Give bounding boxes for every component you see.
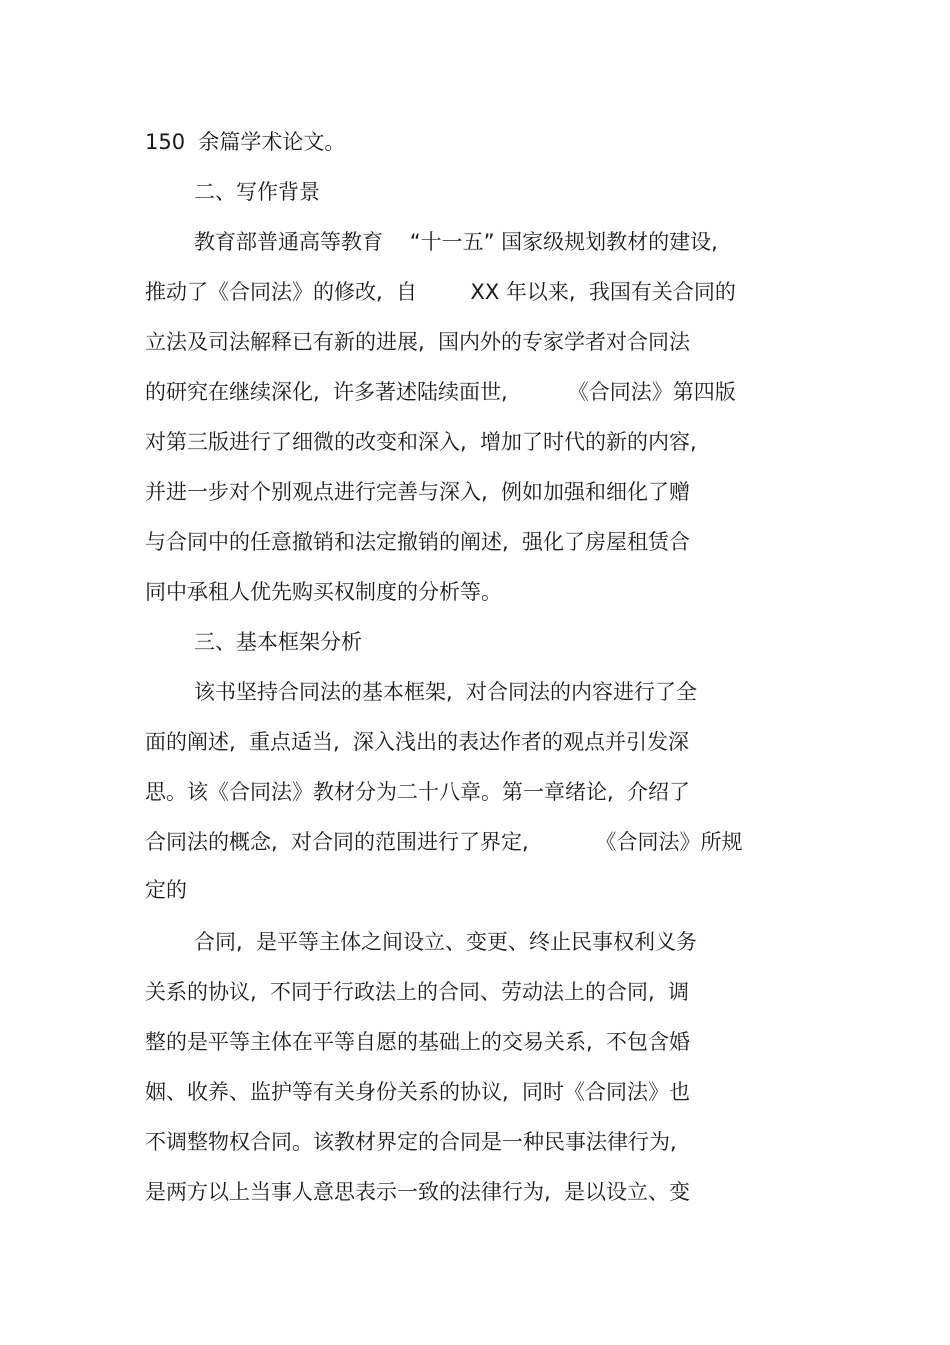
text-line: 的研究在继续深化, 许多著述陆续面世, 《合同法》第四版 <box>145 380 736 404</box>
text-line: 合同, 是平等主体之间设立、变更、终止民事权利义务 <box>194 930 698 954</box>
text-line: 是两方以上当事人意思表示一致的法律行为, 是以设立、变 <box>145 1180 691 1204</box>
text-line: 面的阐述, 重点适当, 深入浅出的表达作者的观点并引发深 <box>145 730 690 754</box>
text-line: 姻、收养、监护等有关身份关系的协议, 同时《合同法》也 <box>145 1080 691 1104</box>
text-line: 关系的协议, 不同于行政法上的合同、劳动法上的合同, 调 <box>145 980 690 1004</box>
text-line: 教育部普通高等教育 “十一五” 国家级规划教材的建设, <box>194 230 718 254</box>
text-line: 150 余篇学术论文。 <box>145 130 346 154</box>
section-heading: 三、基本框架分析 <box>194 630 362 654</box>
text-line: 思。该《合同法》教材分为二十八章。第一章绪论, 介绍了 <box>145 780 691 804</box>
text-line: 该书坚持合同法的基本框架, 对合同法的内容进行了全 <box>194 680 698 704</box>
text-line: 同中承租人优先购买权制度的分析等。 <box>145 580 502 604</box>
text-line: 立法及司法解释已有新的进展, 国内外的专家学者对合同法 <box>145 330 691 354</box>
text-line: 并进一步对个别观点进行完善与深入, 例如加强和细化了赠 <box>145 480 691 504</box>
text-line: 定的 <box>145 878 187 902</box>
section-heading: 二、写作背景 <box>194 180 320 204</box>
text-line: 合同法的概念, 对合同的范围进行了界定, 《合同法》所规 <box>145 830 743 854</box>
text-line: 不调整物权合同。该教材界定的合同是一种民事法律行为, <box>145 1130 677 1154</box>
text-line: 对第三版进行了细微的改变和深入, 增加了时代的新的内容, <box>145 430 697 454</box>
text-line: 推动了《合同法》的修改, 自 XX 年以来, 我国有关合同的 <box>145 280 736 304</box>
text-line: 整的是平等主体在平等自愿的基础上的交易关系, 不包含婚 <box>145 1030 691 1054</box>
text-line: 与合同中的任意撤销和法定撤销的阐述, 强化了房屋租赁合 <box>145 530 691 554</box>
